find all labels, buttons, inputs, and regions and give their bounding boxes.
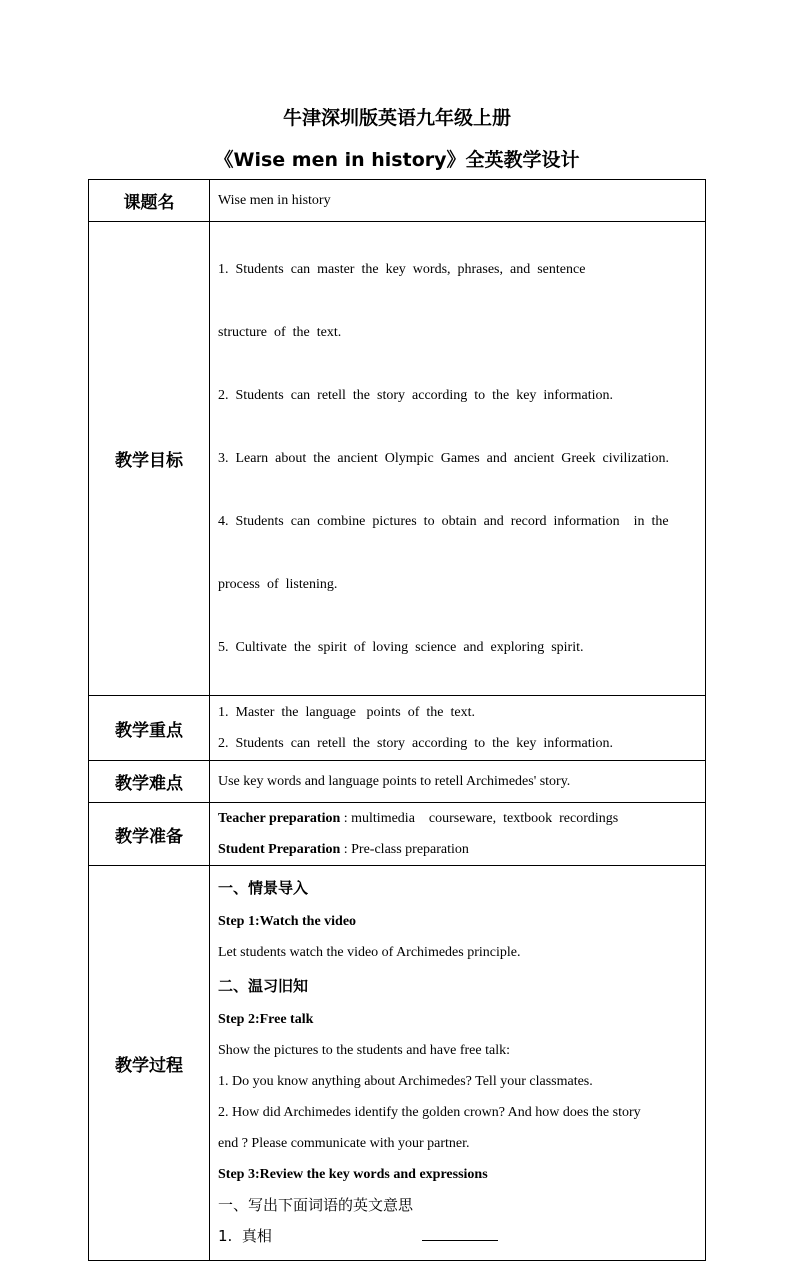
student-preparation-text: : Pre-class preparation: [340, 842, 469, 857]
preparation-value: [210, 803, 706, 866]
process-content: [210, 866, 706, 1261]
row-topic: [89, 180, 706, 222]
teacher-preparation-text: : multimedia courseware, textbook recordings: [340, 811, 619, 826]
key-point-line: 1. Master the language points of the text.: [218, 705, 475, 720]
teacher-preparation-label: Teacher preparation: [218, 811, 341, 826]
section-heading: 二、温习旧知: [218, 977, 309, 995]
objectives-list: [210, 222, 706, 696]
step2-question: end ? Please communicate with your partner.: [218, 1136, 470, 1151]
label-difficulties: 教学难点: [89, 761, 210, 803]
row-key-points: [89, 696, 706, 761]
step2-question: 1. Do you know anything about Archimedes? Tell your classmates.: [218, 1074, 593, 1089]
step-title: [218, 1159, 697, 1190]
objective-line: 2. Students can retell the story according to the key information.: [218, 388, 614, 403]
page-subtitle: 《Wise men in history》全英教学设计: [214, 149, 580, 171]
page-title: 牛津深圳版英语九年级上册: [282, 107, 511, 129]
objective-line: 4. Students can combine pictures to obtain and record information in the: [218, 514, 669, 529]
key-points-list: [210, 696, 706, 761]
objective-line: structure of the text.: [218, 325, 342, 340]
topic-value: [210, 180, 706, 222]
step1-text: Let students watch the video of Archimedes principle.: [218, 945, 521, 960]
step2-text: Show the pictures to the students and have free talk:: [218, 1043, 510, 1058]
step-title: [218, 1004, 697, 1035]
student-preparation: [218, 834, 697, 865]
exercise-item-text: 1. 真相: [218, 1227, 272, 1245]
difficulties-value: [210, 761, 706, 803]
topic-text: Wise men in history: [218, 193, 331, 208]
step1-title: Step 1:Watch the video: [218, 914, 357, 929]
row-objectives: [89, 222, 706, 696]
objective-line: 1. Students can master the key words, phrases, and sentence: [218, 262, 586, 277]
step-title: [218, 906, 697, 937]
lesson-plan-table: [88, 179, 706, 1261]
answer-blank[interactable]: [422, 1226, 498, 1241]
step3-title: Step 3:Review the key words and expressions: [218, 1167, 488, 1182]
student-preparation-label: Student Preparation: [218, 842, 341, 857]
objective-line: 5. Cultivate the spirit of loving science and exploring spirit.: [218, 640, 584, 655]
label-preparation: 教学准备: [89, 803, 210, 866]
teacher-preparation: [218, 803, 697, 834]
label-objectives: 教学目标: [89, 222, 210, 696]
difficulties-text: Use key words and language points to retell Archimedes' story.: [218, 774, 571, 789]
objective-line: 3. Learn about the ancient Olympic Games and ancient Greek civilization.: [218, 451, 669, 466]
label-topic: 课题名: [89, 180, 210, 222]
step2-title: Step 2:Free talk: [218, 1012, 314, 1027]
step2-question: 2. How did Archimedes identify the golden crown? And how does the story: [218, 1105, 641, 1120]
row-difficulties: [89, 761, 706, 803]
exercise-heading: 一、写出下面词语的英文意思: [218, 1196, 414, 1214]
key-point-line: 2. Students can retell the story according to the key information.: [218, 736, 614, 751]
label-process: 教学过程: [89, 866, 210, 1261]
row-preparation: [89, 803, 706, 866]
label-key-points: 教学重点: [89, 696, 210, 761]
row-process: [89, 866, 706, 1261]
objective-line: process of listening.: [218, 577, 338, 592]
section-heading: 一、情景导入: [218, 879, 309, 897]
exercise-item: [218, 1221, 697, 1252]
